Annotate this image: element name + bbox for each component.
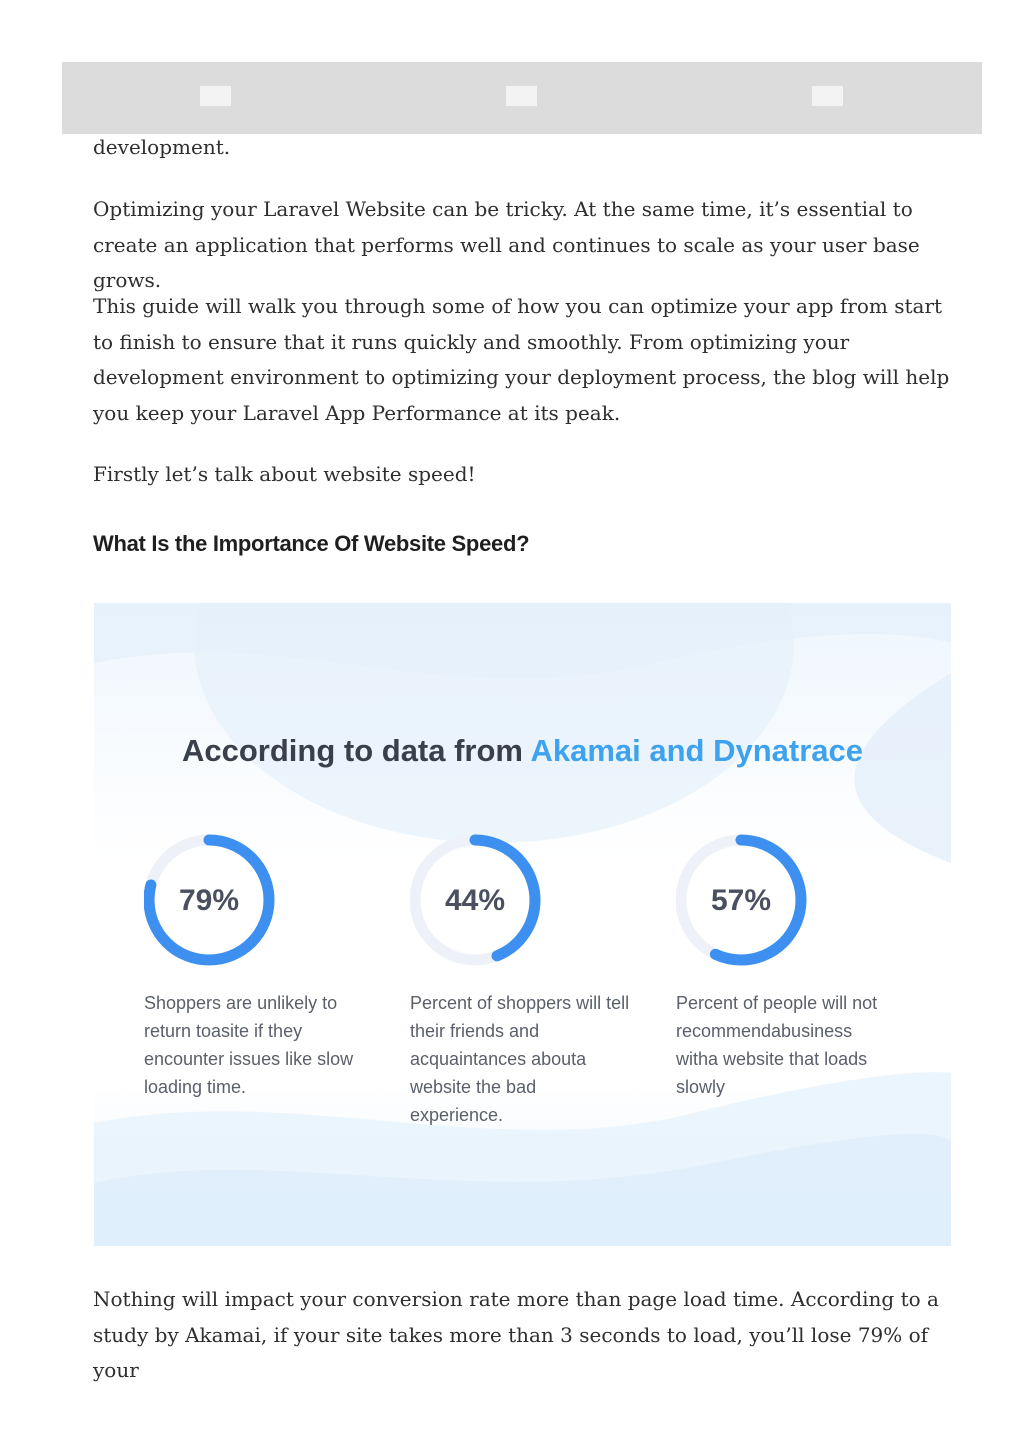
stat-description: Percent of people will not recommendabusiness witha website that loads slowly: [676, 993, 878, 1097]
paragraph-intro: Optimizing your Laravel Website can be tricky. At the same time, it’s essential to create an application that performs well and continues to scale as your user base grows.: [93, 197, 920, 292]
toolbar-placeholder-left: [200, 86, 231, 106]
top-toolbar: [62, 62, 982, 134]
title-prefix: According to data from: [181, 733, 531, 768]
stat-percentage: 57%: [710, 884, 772, 917]
infographic: [94, 603, 951, 1246]
toolbar-placeholder-center: [506, 86, 537, 106]
stat-description: Shoppers are unlikely to return toasite if they encounter issues like slow loading time.: [144, 993, 354, 1097]
paragraph-conversion: Nothing will impact your conversion rate more than page load time. According to a study by Akamai, if your site takes more than 3 seconds to load, you’ll lose 79% of your: [93, 1287, 939, 1382]
title-accent: Akamai and Dynatrace: [530, 733, 864, 768]
stat-card: [144, 831, 374, 1101]
toolbar-placeholder-right: [812, 86, 843, 106]
stat-description: Percent of shoppers will tell their friends and acquaintances abouta website the bad experience.: [410, 993, 630, 1125]
section-heading: What Is the Importance Of Website Speed?: [93, 531, 530, 556]
stat-card: [676, 831, 906, 1101]
infographic-title: [94, 733, 951, 769]
progress-ring: [676, 831, 816, 971]
stat-card: [410, 831, 640, 1129]
progress-ring: [144, 831, 284, 971]
paragraph-speed: Firstly let’s talk about website speed!: [93, 462, 476, 486]
stat-percentage: 79%: [178, 884, 240, 917]
paragraph-guide: This guide will walk you through some of how you can optimize your app from start to finish to ensure that it runs quickly and smoothly. From optimizing your development environment to optimizing your deployment process, the blog will help you keep your Laravel App Performance at its peak.: [93, 294, 950, 425]
stat-percentage: 44%: [444, 884, 506, 917]
progress-ring: [410, 831, 550, 971]
paragraph-fragment: development.: [93, 135, 231, 159]
